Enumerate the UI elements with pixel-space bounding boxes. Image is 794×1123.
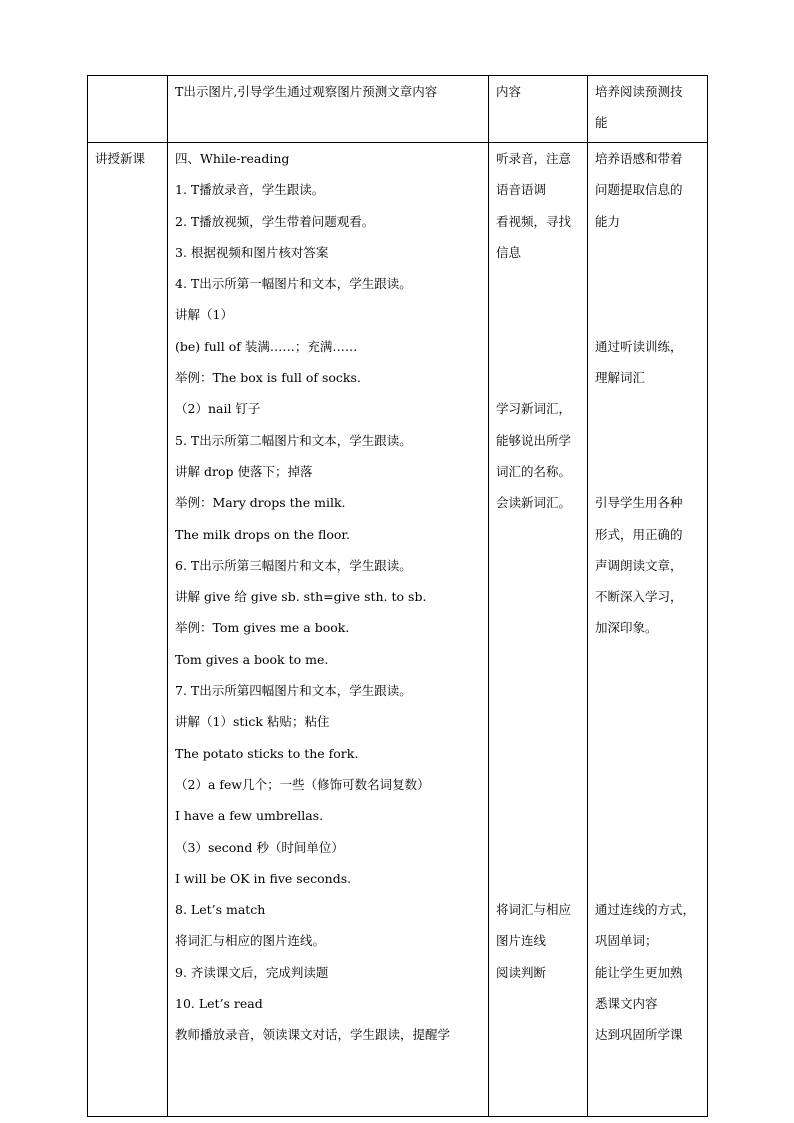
lesson-plan-table xyxy=(87,75,708,1117)
purpose-cell xyxy=(588,76,708,143)
text-line xyxy=(595,800,707,831)
text-line: 10. Let’s read xyxy=(175,996,263,1012)
text-line xyxy=(595,644,707,675)
table-row xyxy=(88,143,708,1117)
text-line xyxy=(496,706,587,737)
text-line xyxy=(496,550,587,581)
text-line: 学习新词汇， xyxy=(496,401,572,417)
text-line: 将词汇与相应的图片连线。 xyxy=(175,933,326,949)
text-line: 培养阅读预测技 xyxy=(595,84,683,99)
text-line xyxy=(595,268,707,299)
text-line: （2）a few几个；一些（修饰可数名词复数） xyxy=(175,776,430,792)
text-line: 不断深入学习， xyxy=(595,589,683,605)
text-line: 语音语调 xyxy=(496,182,547,198)
text-line: 声调朗读文章， xyxy=(595,557,683,573)
text-line: 加深印象。 xyxy=(595,620,658,636)
text-line xyxy=(496,581,587,612)
text-line xyxy=(496,362,587,393)
text-line: 阅读判断 xyxy=(496,964,547,980)
text-line: 引导学生用各种 xyxy=(595,495,683,511)
text-line xyxy=(496,268,587,299)
text-line: 问题提取信息的 xyxy=(595,182,683,198)
text-line: 举例：Tom gives me a book. xyxy=(175,620,350,636)
stage-cell xyxy=(88,76,168,143)
text-line: 四、While-reading xyxy=(175,151,290,166)
text-line xyxy=(496,612,587,643)
text-line: (be) full of 装满……；充满…… xyxy=(175,338,358,354)
text-line: 悉课文内容 xyxy=(595,996,658,1012)
text-line: 看视频，寻找 xyxy=(496,213,572,229)
stage-cell: 讲授新课 xyxy=(88,143,168,1117)
text-line: 教师播放录音，领读课文对话，学生跟读，提醒学 xyxy=(175,1027,451,1043)
text-line: 能力 xyxy=(595,213,621,229)
text-line: 讲解（1）stick 粘贴；粘住 xyxy=(175,714,330,730)
text-line: 通过连线的方式， xyxy=(595,902,696,918)
text-line: 能让学生更加熟 xyxy=(595,964,683,980)
text-line xyxy=(496,800,587,831)
text-line: （3）second 秒（时间单位） xyxy=(175,839,344,855)
text-line xyxy=(595,237,707,268)
text-line: 达到巩固所学课 xyxy=(595,1027,683,1043)
text-line: 讲解 give 给 give sb. sth=give sth. to sb. xyxy=(175,589,427,605)
text-line: The potato sticks to the fork. xyxy=(175,745,359,761)
text-line xyxy=(496,519,587,550)
text-line: 5. T出示所第二幅图片和文本，学生跟读。 xyxy=(175,432,412,448)
text-line: （2）nail 钉子 xyxy=(175,401,261,417)
text-line: T出示图片,引导学生通过观察图片预测文章内容 xyxy=(175,84,438,99)
text-line: 1. T播放录音，学生跟读。 xyxy=(175,182,325,198)
text-line xyxy=(496,331,587,362)
text-line xyxy=(496,832,587,863)
text-line: 内容 xyxy=(496,84,522,99)
text-line: 讲解（1） xyxy=(175,307,233,323)
text-line: The milk drops on the floor. xyxy=(175,526,351,542)
text-line: 2. T播放视频，学生带着问题观看。 xyxy=(175,213,375,229)
purpose-cell xyxy=(588,143,708,1117)
text-line xyxy=(496,769,587,800)
text-line: I will be OK in five seconds. xyxy=(175,870,352,886)
text-line: 理解词汇 xyxy=(595,370,646,386)
text-line: 将词汇与相应 xyxy=(496,902,572,918)
text-line: 图片连线 xyxy=(496,933,547,949)
text-line: 形式，用正确的 xyxy=(595,526,683,542)
text-line: I have a few umbrellas. xyxy=(175,808,324,824)
text-line: 培养语感和带着 xyxy=(595,151,683,166)
text-line xyxy=(496,738,587,769)
text-line xyxy=(595,769,707,800)
text-line: 巩固单词； xyxy=(595,933,658,949)
text-line: Tom gives a book to me. xyxy=(175,651,329,667)
student-activity-cell xyxy=(489,76,588,143)
text-line: 8. Let’s match xyxy=(175,902,266,918)
text-line: 6. T出示所第三幅图片和文本，学生跟读。 xyxy=(175,557,412,573)
text-line xyxy=(496,644,587,675)
text-line: 4. T出示所第一幅图片和文本，学生跟读。 xyxy=(175,276,412,292)
text-line: 通过听读训练， xyxy=(595,338,683,354)
text-line: 词汇的名称。 xyxy=(496,463,572,479)
text-line: 9. 齐读课文后，完成判读题 xyxy=(175,964,329,980)
text-line xyxy=(595,393,707,424)
table-row xyxy=(88,76,708,143)
text-line: 能够说出所学 xyxy=(496,432,572,448)
text-line: 举例：The box is full of socks. xyxy=(175,370,361,386)
text-line: 会读新词汇。 xyxy=(496,495,572,511)
text-line xyxy=(496,863,587,894)
text-line xyxy=(595,299,707,330)
text-line xyxy=(595,456,707,487)
text-line xyxy=(496,299,587,330)
text-line xyxy=(595,738,707,769)
text-line xyxy=(595,863,707,894)
text-line: 信息 xyxy=(496,244,522,260)
text-line xyxy=(595,675,707,706)
student-activity-cell xyxy=(489,143,588,1117)
text-line xyxy=(595,706,707,737)
text-line xyxy=(595,425,707,456)
text-line: 7. T出示所第四幅图片和文本，学生跟读。 xyxy=(175,683,412,699)
text-line: 听录音，注意 xyxy=(496,151,572,166)
text-line: 3. 根据视频和图片核对答案 xyxy=(175,244,329,260)
text-line: 讲解 drop 使落下；掉落 xyxy=(175,463,313,479)
text-line xyxy=(595,832,707,863)
activity-cell xyxy=(168,143,489,1117)
activity-cell xyxy=(168,76,489,143)
text-line: 能 xyxy=(595,115,608,131)
text-line: 举例：Mary drops the milk. xyxy=(175,495,346,511)
text-line xyxy=(496,675,587,706)
